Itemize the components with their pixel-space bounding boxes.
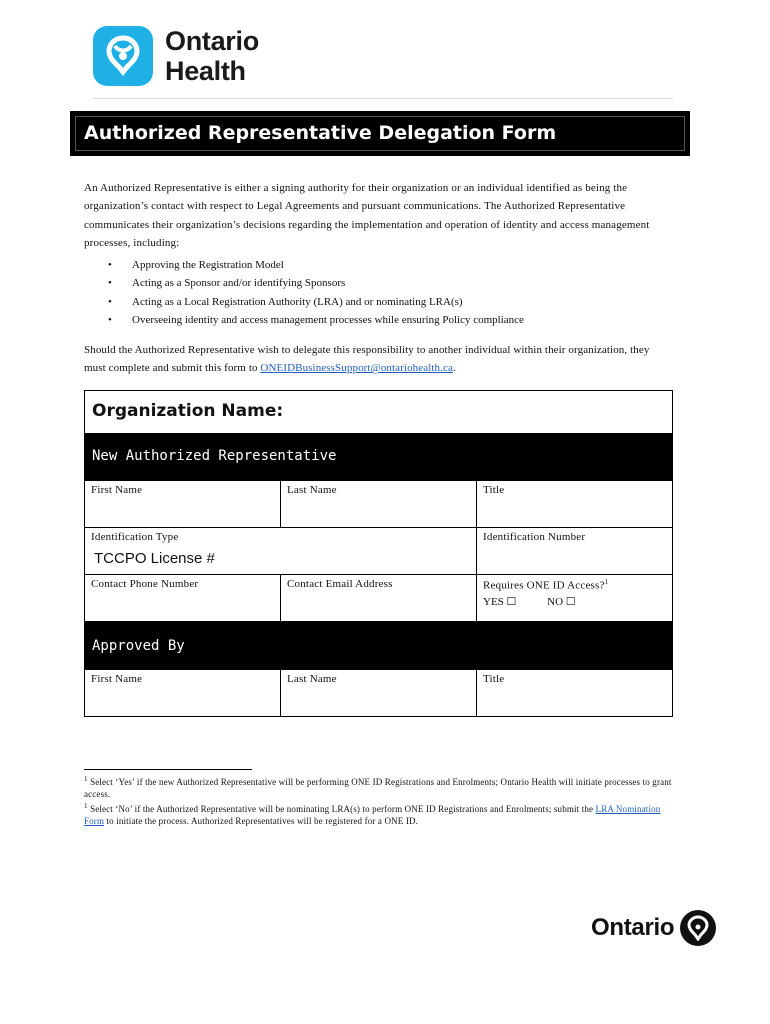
approver-last-name-field[interactable]: Last Name [281,670,477,716]
requires-oneid-field: Requires ONE ID Access?$^1$ YES ☐ NO ☐ [477,575,672,622]
support-email-link[interactable]: ONEIDBusinessSupport@ontariohealth.ca [260,362,453,375]
organization-name-label: Organization Name: [92,401,284,421]
footnote-divider [84,769,252,770]
logo-line-2: Health [165,56,246,86]
identification-type-value: TCCPO License # [94,550,215,567]
list-item: • Acting as a Local Registration Authority (LRA) and or nominating LRA(s) [108,295,463,308]
identification-number-field[interactable]: Identification Number [477,528,672,575]
list-item: • Approving the Registration Model [108,259,284,271]
lra-nomination-form-link[interactable]: LRA Nomination Form [84,804,661,826]
trillium-icon [93,26,153,86]
title-field[interactable]: Title [477,481,672,528]
delegation-form [84,390,673,717]
approver-first-name-field[interactable]: First Name [85,670,281,716]
footnotes [84,773,674,827]
ontario-health-logo [93,26,259,86]
title-bar [70,111,690,156]
ontario-logo [591,910,716,946]
footnote-1: $^1$ Select ‘Yes’ if the new Authorized Representative will be performing ONE ID Registrations and Enrolments; Ontario Health will initiate processes to grant access. [84,775,672,799]
ontario-wordmark: Ontario [591,914,675,941]
last-name-field[interactable]: Last Name [281,481,477,528]
list-item: • Acting as a Sponsor and/or identifying Sponsors [108,277,346,290]
no-checkbox[interactable]: NO ☐ [547,596,576,608]
header-divider [93,98,673,99]
contact-email-field[interactable]: Contact Email Address [281,575,477,622]
section-header-new-rep: New Authorized Representative [85,433,672,481]
form-title: Authorized Representative Delegation Form [75,116,685,151]
responsibilities-list [108,256,668,329]
list-item: • Overseeing identity and access management processes while ensuring Policy compliance [108,313,524,326]
contact-phone-field[interactable]: Contact Phone Number [85,575,281,622]
yes-checkbox[interactable]: YES ☐ [483,596,517,608]
first-name-field[interactable]: First Name [85,481,281,528]
approver-title-field[interactable]: Title [483,673,505,685]
logo-line-1: Ontario [165,26,259,56]
identification-type-field[interactable]: Identification Type TCCPO License # [85,528,477,575]
footnote-2: $^1$ Select ‘No’ if the Authorized Representative will be nominating LRA(s) to perform ONE ID Registrations and Enrolments; submit the LRA Nomination Form to initiate the process. Authorized Representatives will be registered for a ONE ID. [84,802,661,826]
section-header-approved-by: Approved By [85,622,672,670]
delegation-paragraph: Should the Authorized Representative wish to delegate this responsibility to another individual within their organization, they must complete and submit this form to ONEIDBusinessSupport@ontariohealth.ca. [84,344,650,375]
intro-paragraph: An Authorized Representative is either a signing authority for their organization or an individual identified as being the organization’s contact with respect to Legal Agreements and pursuant communications. The Authorized Representative communicates their organization’s decisions regarding the implementation and operation of identity and access management processes, including: [84,182,650,249]
organization-name-field[interactable] [85,391,672,433]
trillium-icon [680,910,716,946]
